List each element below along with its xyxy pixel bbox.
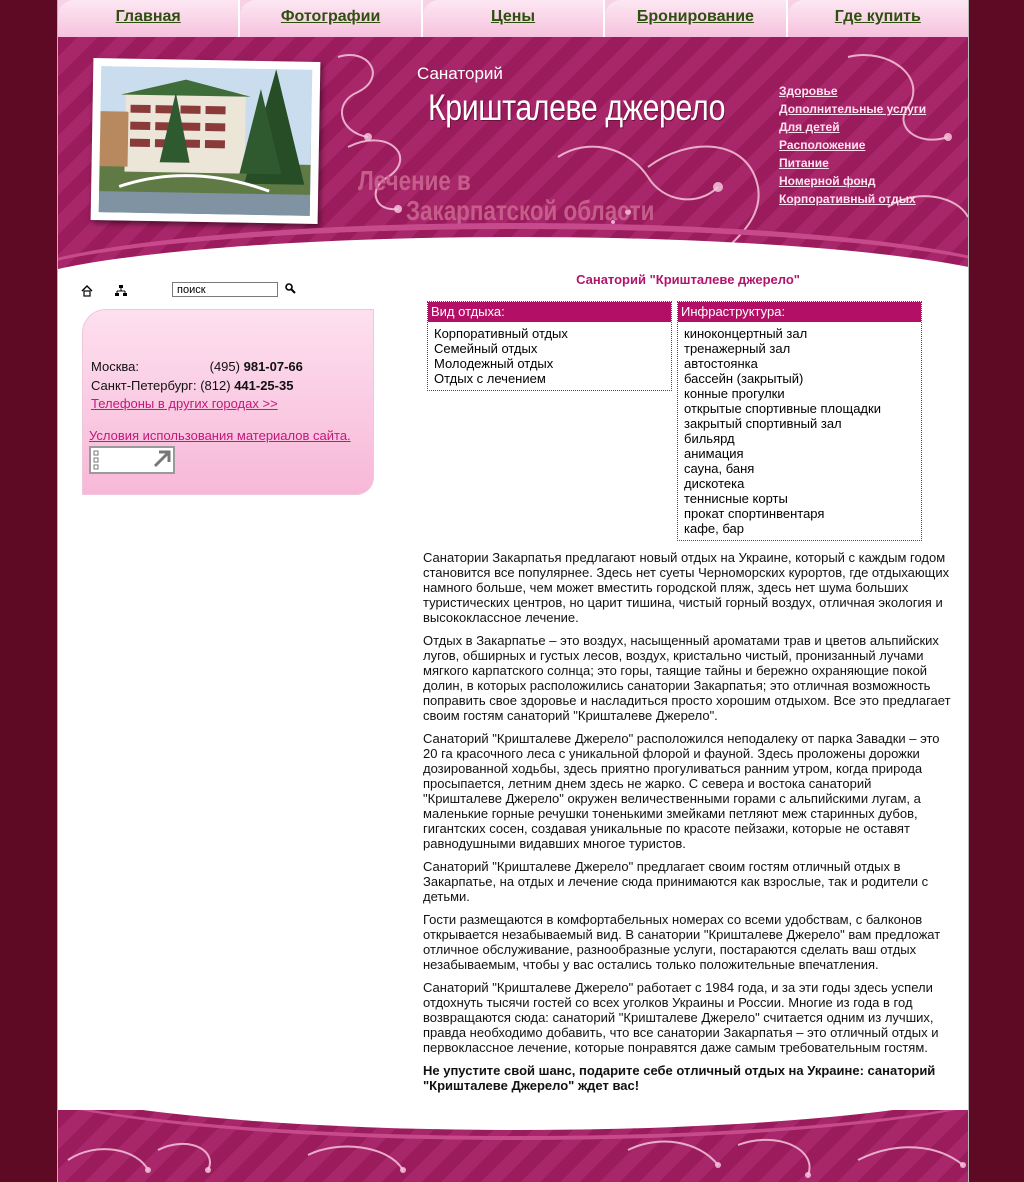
- list-item: автостоянка: [684, 356, 758, 371]
- tab-home[interactable]: Главная: [58, 0, 240, 37]
- tab-where-to-buy[interactable]: Где купить: [788, 0, 968, 37]
- tagline-line1: Лечение в: [358, 165, 471, 196]
- paragraph: Санатории Закарпатья предлагают новый отдых на Украине, который с каждым годом становится все популярнее. Здесь нет суеты Черноморских курортов, где отдыхающих намного больше, чем может вместить городской пляж, здесь нет шума больших туристических центров, но царит тишина, чистый горный воздух, отличная экология и высококлассное лечение.: [423, 550, 950, 625]
- counter-icon: [91, 448, 173, 472]
- rest-types-list: [428, 323, 671, 386]
- list-item: теннисные корты: [684, 491, 788, 506]
- list-item: конные прогулки: [684, 386, 785, 401]
- list-item: кафе, бар: [684, 521, 744, 536]
- home-icon[interactable]: [80, 284, 94, 298]
- header-subtitle: Санаторий: [417, 64, 503, 83]
- paragraph: Отдых в Закарпатье – это воздух, насыщенный ароматами трав и цветов альпийских лугов, обширных и густых лесов, воздух, кристально чистый, пронизанный лучами мягкого карпатского солнца; это горы, таящие тайны и бережно охраняющие покой долин, в которых расположились санатории Закарпатья; это отличная возможность поправить свое здоровье и насладиться просто хорошим отдыхом. Все это предлагает своим гостям санаторий "Кришталеве Джерело".: [423, 633, 951, 723]
- tab-prices[interactable]: Цены: [423, 0, 605, 37]
- list-item: киноконцертный зал: [684, 326, 808, 341]
- list-item: Корпоративный отдых: [434, 326, 568, 341]
- other-cities-link[interactable]: Телефоны в других городах >>: [91, 396, 278, 411]
- sanatorium-photo-frame: [91, 58, 321, 224]
- tab-photos[interactable]: Фотографии: [240, 0, 422, 37]
- closing-paragraph: Не упустите свой шанс, подарите себе отличный отдых на Украине: санаторий "Кришталеве Джерело" ждет вас!: [423, 1063, 936, 1093]
- spb-number: 441-25-35: [234, 378, 294, 393]
- paragraph: Санаторий "Кришталеве Джерело" работает с 1984 года, и за эти годы здесь успели отдохнуть тысячи гостей со всех уголков Украины и России. Многие из года в год возвращаются сюда: санаторий "Кришталеве Джерело" считается одним из лучших, правда необходимо добавить, что все санатории Закарпатья – это отличный отдых и первоклассное лечение, которые понравятся даже самым требовательным гостям.: [423, 980, 939, 1055]
- link-extra-services[interactable]: Дополнительные услуги: [779, 102, 927, 116]
- contact-box: [82, 309, 374, 495]
- list-item: анимация: [684, 446, 744, 461]
- tools-row: [80, 282, 330, 302]
- rest-types-box: [427, 301, 672, 391]
- header-banner: [58, 37, 968, 270]
- link-food[interactable]: Питание: [779, 156, 829, 170]
- link-corporate[interactable]: Корпоративный отдых: [779, 192, 916, 206]
- sitemap-icon[interactable]: [114, 284, 128, 298]
- tab-booking[interactable]: Бронирование: [605, 0, 787, 37]
- rest-types-header: Вид отдыха:: [428, 302, 671, 323]
- top-nav: [58, 0, 968, 37]
- sanatorium-building-image: [99, 66, 313, 216]
- infrastructure-header: Инфраструктура:: [678, 302, 921, 323]
- list-item: закрытый спортивный зал: [684, 416, 842, 431]
- list-item: дискотека: [684, 476, 745, 491]
- list-item: открытые спортивные площадки: [684, 401, 881, 416]
- list-item: прокат спортинвентаря: [684, 506, 825, 521]
- list-item: бильярд: [684, 431, 735, 446]
- moscow-number: 981-07-66: [243, 359, 303, 374]
- page-title: Санаторий "Кришталеве джерело": [576, 272, 800, 287]
- header-links: [779, 82, 926, 208]
- footer-banner: [58, 1110, 968, 1182]
- link-for-children[interactable]: Для детей: [779, 120, 840, 134]
- link-location[interactable]: Расположение: [779, 138, 866, 152]
- paragraph: Санаторий "Кришталеве Джерело" расположился неподалеку от парка Завадки – это 20 га красочного леса с уникальной флорой и фауной. Здесь проложены дорожки дозированной ходьбы, здесь приятно прогуливаться ранним утром, когда природа просыпается, летним днем здесь не жарко. С севера и востока санаторий "Кришталеве Джерело" окружен величественными горами с альпийскими лугам, а маленькие горные речушки тоненькими змейками петляют меж старинных дубов, гигантских сосен, создавая уникальные по красоте пейзажи, которые не оставят равнодушными видавших многое туристов.: [423, 731, 940, 851]
- city-moscow: Москва:: [91, 359, 139, 374]
- list-item: Отдых с лечением: [434, 371, 546, 386]
- tagline-line2: Закарпатской области: [406, 195, 655, 226]
- moscow-code: (495): [209, 359, 240, 374]
- paragraph: Гости размещаются в комфортабельных номерах со всеми удобствам, с балконов открывается незабываемый вид. В санатории "Кришталеве Джерело" вам предложат отличное обслуживание, разнообразные услуги, постараются сделать ваш отдых незабываемым, чтобы у вас остались только положительные впечатления.: [423, 912, 941, 972]
- list-item: сауна, баня: [684, 461, 755, 476]
- footer-swirl-ornament: [58, 1120, 968, 1182]
- site-title: Кришталеве джерело: [428, 87, 726, 128]
- link-health[interactable]: Здоровье: [779, 84, 838, 98]
- article-text: [423, 550, 953, 1101]
- infrastructure-list: [678, 323, 921, 536]
- spb-code: (812): [200, 378, 231, 393]
- magnifier-icon[interactable]: [284, 282, 298, 296]
- sanatorium-photo: [99, 66, 313, 216]
- page: [57, 0, 969, 1182]
- list-item: бассейн (закрытый): [684, 371, 804, 386]
- list-item: Семейный отдых: [434, 341, 538, 356]
- city-spb: Санкт-Петербург:: [91, 378, 197, 393]
- phone-moscow: [91, 359, 303, 374]
- phone-spb: [91, 378, 293, 393]
- list-item: тренажерный зал: [684, 341, 791, 356]
- search-input[interactable]: [172, 282, 278, 297]
- terms-link[interactable]: Условия использования материалов сайта.: [89, 428, 351, 443]
- counter-badge[interactable]: [89, 446, 175, 474]
- infrastructure-box: [677, 301, 922, 541]
- paragraph: Санаторий "Кришталеве Джерело" предлагает своим гостям отличный отдых в Закарпатье, на отдых и лечение сюда принимаются как взрослые, так и родители с детьми.: [423, 859, 929, 904]
- link-rooms[interactable]: Номерной фонд: [779, 174, 876, 188]
- list-item: Молодежный отдых: [434, 356, 554, 371]
